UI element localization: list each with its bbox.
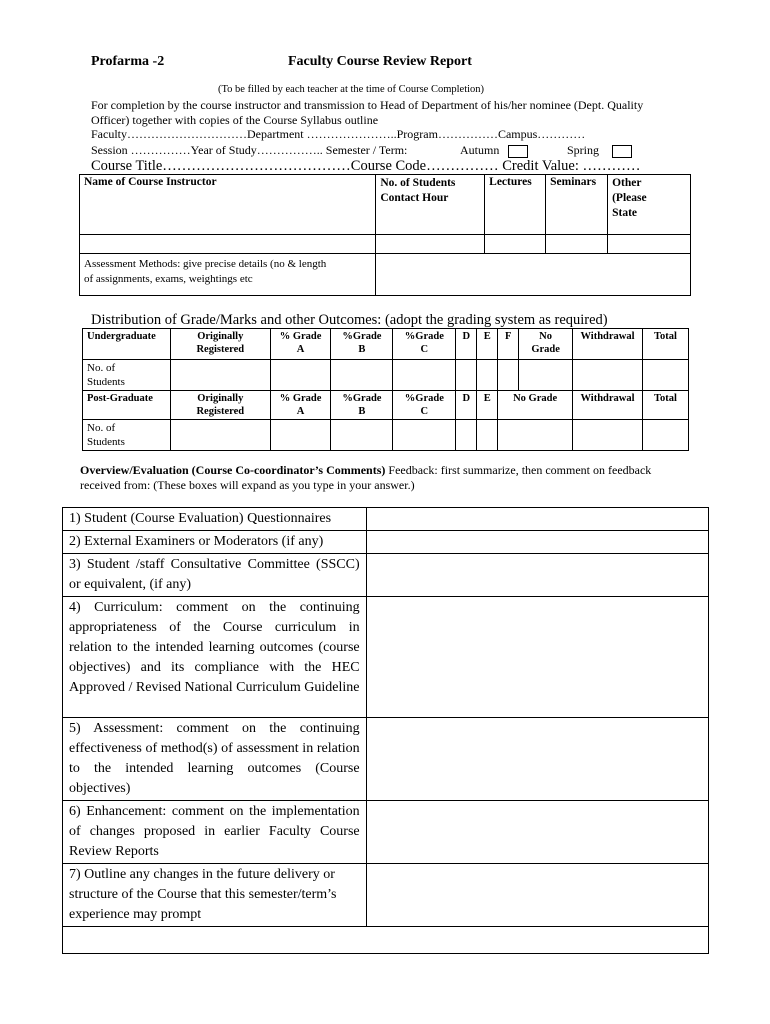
ug-grade-b: %Grade B (331, 329, 393, 360)
spring-checkbox[interactable] (612, 145, 632, 158)
pg-e-cell[interactable] (477, 420, 498, 451)
answer-future-changes[interactable] (366, 864, 708, 927)
answer-curriculum[interactable] (366, 597, 708, 718)
answer-assessment[interactable] (366, 718, 708, 801)
undergraduate-label: Undergraduate (83, 329, 171, 360)
spring-label: Spring (567, 143, 600, 157)
answer-external-examiners[interactable] (366, 531, 708, 554)
ug-b-cell[interactable] (331, 360, 393, 391)
ug-no-grade-cell[interactable] (519, 360, 573, 391)
pg-registered-cell[interactable] (170, 420, 270, 451)
pg-no-grade: No Grade (498, 391, 573, 420)
additional-comments-cell[interactable] (63, 927, 709, 954)
pg-c-cell[interactable] (393, 420, 456, 451)
pg-a-cell[interactable] (270, 420, 331, 451)
faculty-line[interactable]: Faculty…………………………Department …………………..Program……………Campus………… (91, 127, 586, 141)
col-other: Other (Please State (608, 175, 691, 235)
col-lectures: Lectures (485, 175, 546, 235)
autumn-label: Autumn (460, 143, 500, 157)
ug-total: Total (643, 329, 689, 360)
completion-text-line2: Officer) together with copies of the Course Syllabus outline (91, 113, 379, 127)
col-seminars: Seminars (546, 175, 608, 235)
completion-text-line1: For completion by the course instructor and transmission to Head of Department of his/her nominee (Dept. Quality (91, 98, 644, 112)
students-cell[interactable] (376, 235, 485, 254)
pg-withdrawal: Withdrawal (573, 391, 643, 420)
page-title: Faculty Course Review Report (288, 54, 472, 69)
overview-line2: received from: (These boxes will expand as you type in your answer.) (80, 478, 415, 492)
pg-total: Total (643, 391, 689, 420)
item-sscc: 3) Student /staff Consultative Committee (SSCC) or equivalent, (if any) (63, 554, 367, 597)
ug-withdrawal-cell[interactable] (573, 360, 643, 391)
answer-student-questionnaires[interactable] (366, 508, 708, 531)
ug-registered-cell[interactable] (170, 360, 270, 391)
instructor-name-cell[interactable] (80, 235, 376, 254)
pg-withdrawal-cell[interactable] (573, 420, 643, 451)
pg-b-cell[interactable] (331, 420, 393, 451)
pg-total-cell[interactable] (643, 420, 689, 451)
pg-grade-b: %Grade B (331, 391, 393, 420)
ug-students-label: No. of Students (83, 360, 171, 391)
course-title-line[interactable]: Course Title…………………………………Course Code…………… Credit Value: ………… (91, 158, 641, 174)
instructor-table (79, 174, 691, 296)
pg-grade-d: D (456, 391, 477, 420)
pg-no-grade-cell[interactable] (498, 420, 573, 451)
item-external-examiners: 2) External Examiners or Moderators (if any) (63, 531, 367, 554)
ug-grade-a: % Grade A (270, 329, 331, 360)
grade-distribution-table (82, 328, 689, 451)
pg-grade-e: E (477, 391, 498, 420)
proforma-label: Profarma -2 (91, 54, 165, 69)
seminars-cell[interactable] (546, 235, 608, 254)
pg-students-label: No. of Students (83, 420, 171, 451)
postgraduate-label: Post-Graduate (83, 391, 171, 420)
ug-grade-c: %Grade C (393, 329, 456, 360)
pg-grade-c: %Grade C (393, 391, 456, 420)
ug-a-cell[interactable] (270, 360, 331, 391)
item-student-questionnaires: 1) Student (Course Evaluation) Questionnaires (63, 508, 367, 531)
other-cell[interactable] (608, 235, 691, 254)
item-curriculum: 4) Curriculum: comment on the continuing appropriateness of the Course curriculum in relation to the intended learning outcomes (course objectives) and its compliance with the HEC Approved / Revised National Curriculum Guideline (63, 597, 367, 718)
ug-grade-d: D (456, 329, 477, 360)
ug-withdrawal: Withdrawal (573, 329, 643, 360)
item-enhancement: 6) Enhancement: comment on the implementation of changes proposed in earlier Faculty Course Review Reports (63, 801, 367, 864)
session-line[interactable]: Session ……………Year of Study…………….. Semester / Term: (91, 143, 408, 157)
pg-d-cell[interactable] (456, 420, 477, 451)
distribution-heading: Distribution of Grade/Marks and other Outcomes: (adopt the grading system as required) (91, 312, 608, 328)
ug-e-cell[interactable] (477, 360, 498, 391)
ug-f-cell[interactable] (498, 360, 519, 391)
review-table (62, 507, 709, 954)
ug-c-cell[interactable] (393, 360, 456, 391)
ug-grade-f: F (498, 329, 519, 360)
ug-grade-e: E (477, 329, 498, 360)
fill-note: (To be filled by each teacher at the time of Course Completion) (218, 84, 485, 95)
item-assessment: 5) Assessment: comment on the continuing effectiveness of method(s) of assessment in relation to the intended learning outcomes (Course objectives) (63, 718, 367, 801)
answer-sscc[interactable] (366, 554, 708, 597)
ug-total-cell[interactable] (643, 360, 689, 391)
pg-grade-a: % Grade A (270, 391, 331, 420)
autumn-checkbox[interactable] (508, 145, 528, 158)
assessment-methods-label: Assessment Methods: give precise details (no & length of assignments, exams, weightings etc (80, 254, 376, 296)
overview-line1: Overview/Evaluation (Course Co-coordinator’s Comments) Feedback: first summarize, then comment on feedback (80, 463, 652, 477)
assessment-methods-cell[interactable] (376, 254, 691, 296)
pg-originally-registered: Originally Registered (170, 391, 270, 420)
col-students-contact: No. of Students Contact Hour (376, 175, 485, 235)
ug-no-grade: No Grade (519, 329, 573, 360)
ug-d-cell[interactable] (456, 360, 477, 391)
lectures-cell[interactable] (485, 235, 546, 254)
item-future-changes: 7) Outline any changes in the future delivery or structure of the Course that this semester/term’s experience may prompt (63, 864, 367, 927)
answer-enhancement[interactable] (366, 801, 708, 864)
ug-originally-registered: Originally Registered (170, 329, 270, 360)
col-instructor-name: Name of Course Instructor (80, 175, 376, 235)
